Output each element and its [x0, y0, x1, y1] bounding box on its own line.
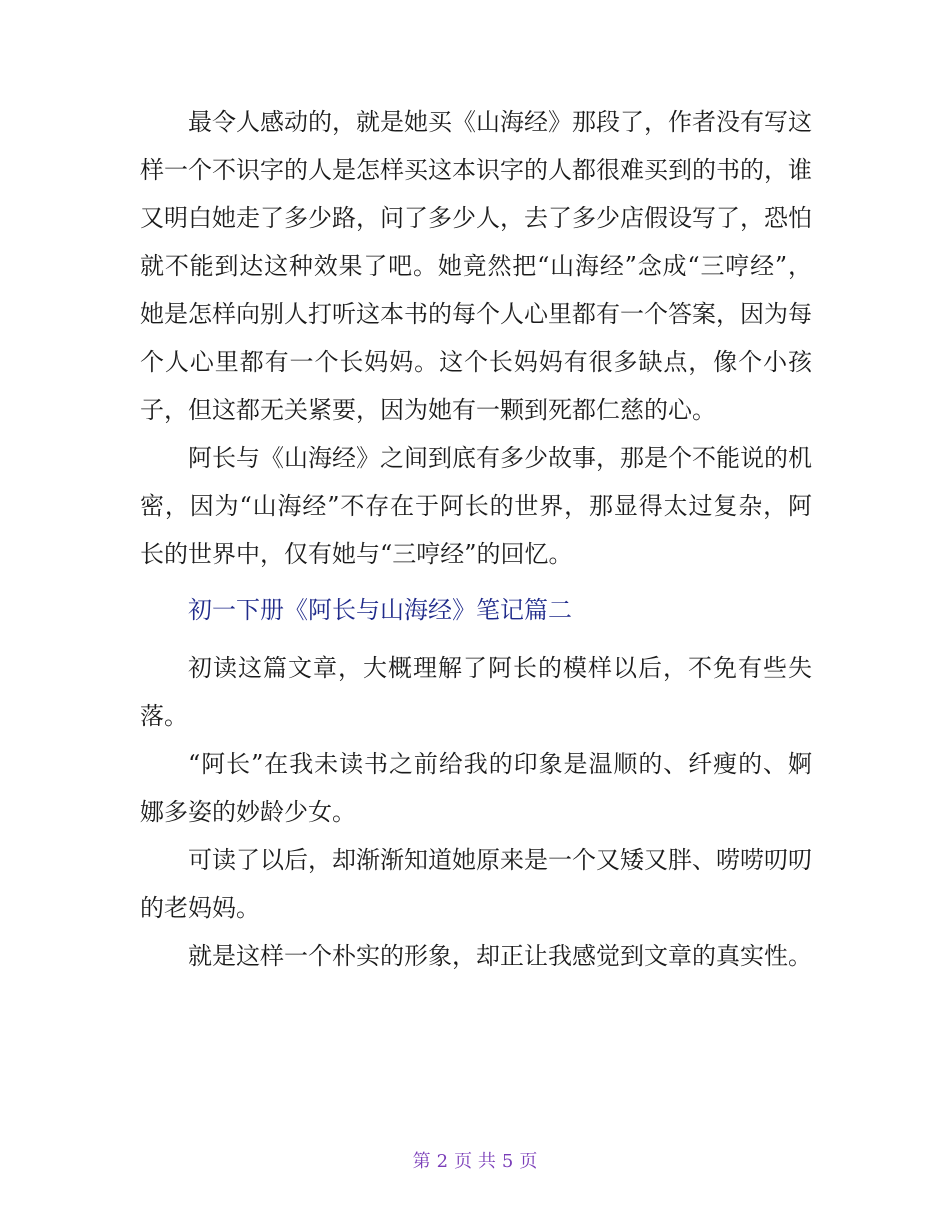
paragraph-authenticity: 就是这样一个朴实的形象，却正让我感觉到文章的真实性。 — [188, 942, 812, 970]
footer-current-page: 2 — [436, 1151, 449, 1172]
footer-prefix: 第 — [412, 1151, 431, 1172]
footer-total-pages: 5 — [501, 1151, 514, 1172]
paragraph-moving-scene: 最令人感动的，就是她买《山海经》那段了，作者没有写这样一个不识字的人是怎样买这本识字的人都很难买到的书的，谁又明白她走了多少路，问了多少人，去了多少店假设写了，恐怕就不能到达这种效果了吧。她竟然把“山海经”念成“三哼经”，她是怎样向别人打听这本书的每个人心里都有一个答案，因为每个人心里都有一个长妈妈。这个长妈妈有很多缺点，像个小孩子，但这都无关紧要，因为她有一颗到死都仁慈的心。 — [140, 108, 812, 424]
page-footer — [0, 1148, 950, 1176]
paragraph-secret-story: 阿长与《山海经》之间到底有多少故事，那是个不能说的机密，因为“山海经”不存在于阿长的世界，那显得太过复杂，阿长的世界中，仅有她与“三哼经”的回忆。 — [140, 444, 812, 568]
section-heading: 初一下册《阿长与山海经》笔记篇二 — [188, 596, 572, 624]
paragraph-first-impression: “阿长”在我未读书之前给我的印象是温顺的、纤瘦的、婀娜多姿的妙龄少女。 — [140, 750, 812, 826]
paragraph-first-reading: 初读这篇文章，大概理解了阿长的模样以后，不免有些失落。 — [140, 654, 812, 730]
document-page — [140, 98, 812, 980]
footer-suffix: 页 — [519, 1151, 538, 1172]
footer-middle: 页 共 — [454, 1151, 496, 1172]
paragraph-after-reading: 可读了以后，却渐渐知道她原来是一个又矮又胖、唠唠叨叨的老妈妈。 — [140, 846, 812, 922]
